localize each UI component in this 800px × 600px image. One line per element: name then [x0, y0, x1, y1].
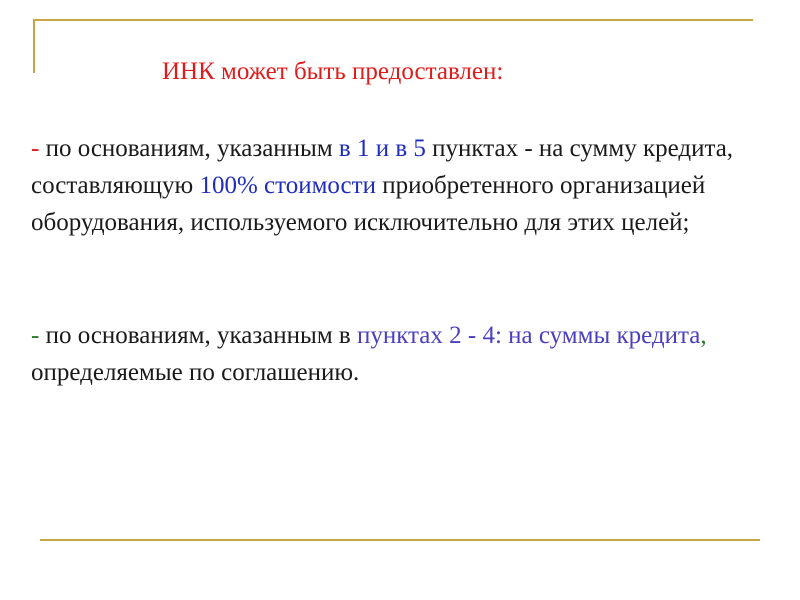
paragraph-first-option: [31, 130, 771, 241]
paragraph-text: по основаниям, указанным: [39, 135, 339, 162]
frame-bottom-line: [40, 539, 760, 541]
bullet-dash: -: [31, 322, 40, 349]
frame-top-line: [33, 19, 753, 21]
highlight-percent: 100% стоимости: [199, 172, 376, 199]
paragraph-text: по основаниям, указанным в: [39, 322, 357, 349]
comma: ,: [700, 322, 707, 349]
paragraph-text: определяемые по соглашению.: [31, 359, 360, 386]
slide-title: ИНК может быть предоставлен:: [162, 58, 504, 85]
paragraph-text: пунктах - на сумму кредита, составляющую: [31, 135, 734, 199]
bullet-dash: -: [31, 135, 40, 162]
paragraph-second-option: [31, 317, 771, 391]
frame-left-line: [33, 19, 35, 73]
paragraph-text: приобретенного организацией оборудования, используемого исключительно для этих целей;: [31, 172, 706, 236]
highlight-points: пунктах 2 - 4: на суммы кредита: [356, 322, 701, 349]
highlight-points: в 1 и в 5: [338, 135, 426, 162]
